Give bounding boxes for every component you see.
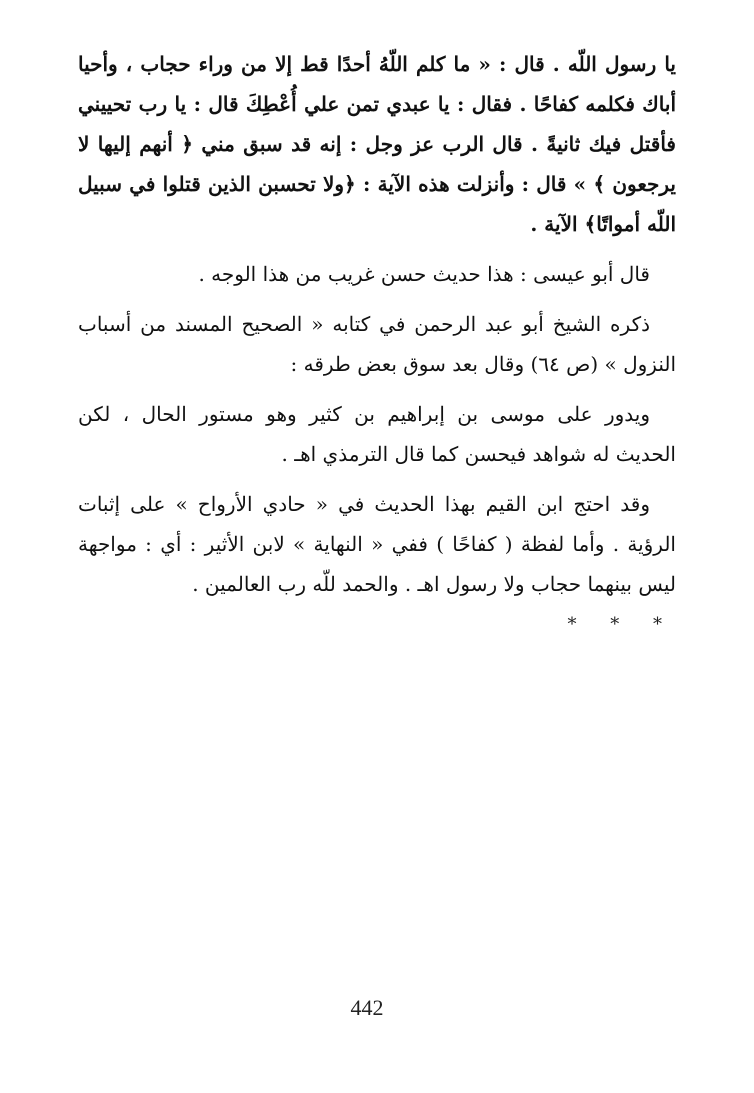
page-number: 442 <box>350 995 384 1020</box>
page-body <box>78 44 676 635</box>
section-separator: * * * <box>567 614 676 635</box>
reference-paragraph: ذكره الشيخ أبو عبد الرحمن في كتابه « الصحيح المسند من أسباب النزول » (ص ٦٤) وقال بعد سوق بعض طرقه : <box>78 312 676 376</box>
chain-comment-paragraph: ويدور على موسى بن إبراهيم بن كثير وهو مستور الحال ، لكن الحديث له شواهد فيحسن كما قال الترمذي اهـ . <box>78 402 676 466</box>
grading-paragraph: قال أبو عيسى : هذا حديث حسن غريب من هذا الوجه . <box>198 262 650 286</box>
commentary-paragraph: وقد احتج ابن القيم بهذا الحديث في « حادي الأرواح » على إثبات الرؤية . وأما لفظة ( كفاحًا ) ففي « النهاية » لابن الأثير : أي : مواجهة ليس بينهما حجاب ولا رسول اهـ . والحمد للّه رب العالمين . <box>78 492 676 596</box>
hadith-paragraph: يا رسول اللّه . قال : « ما كلم اللّهُ أحدًا قط إلا من وراء حجاب ، وأحيا أباك فكلمه كفاحًا . فقال : يا عبدي تمن علي أُعْطِكَ قال : يا رب تحييني فأقتل فيك ثانيةً . قال الرب عز وجل : إنه قد سبق مني ﴿ أنهم إليها لا يرجعون ﴾ » قال : وأنزلت هذه الآية : ﴿ولا تحسبن الذين قتلوا في سبيل اللّه أمواتًا﴾ الآية . <box>78 52 676 236</box>
